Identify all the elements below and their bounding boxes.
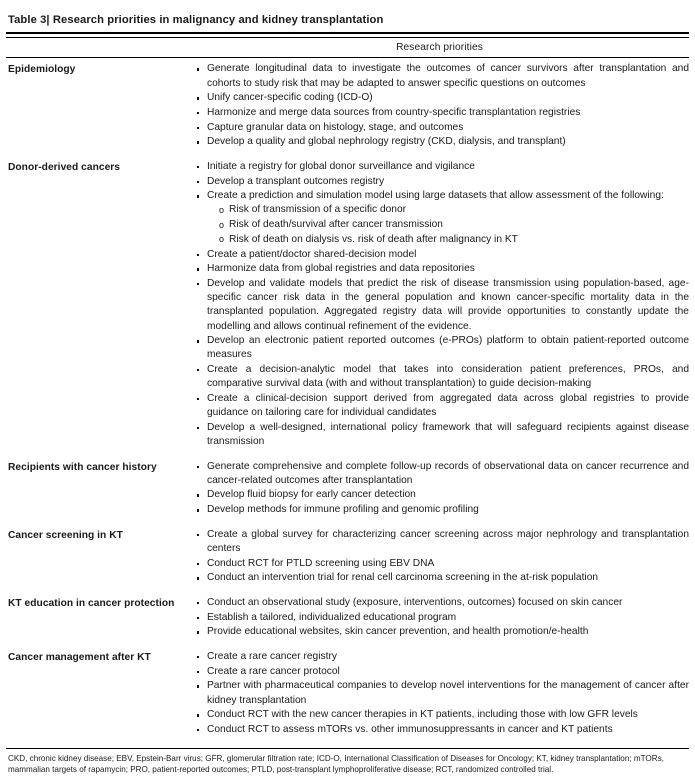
list-item <box>196 363 689 391</box>
table-row <box>6 650 689 748</box>
list-item <box>196 121 689 135</box>
list-item-text: Create a patient/doctor shared-decision model <box>207 248 417 260</box>
list-item <box>196 528 689 556</box>
list-item <box>196 175 689 189</box>
list-item-text: Initiate a registry for global donor surveillance and vigilance <box>207 160 475 172</box>
list-item <box>196 625 689 639</box>
list-item <box>196 596 689 610</box>
section-label-recipients-with-cancer-history: Recipients with cancer history <box>8 461 157 473</box>
list-item-text: Harmonize data from global registries and data repositories <box>207 263 475 275</box>
section-items-cancer-screening-in-kt <box>196 528 689 586</box>
list-item <box>196 135 689 149</box>
section-items-recipients-with-cancer-history <box>196 460 689 518</box>
list-item <box>196 421 689 449</box>
table-row <box>6 528 689 596</box>
table-column-header-row <box>6 38 689 57</box>
list-item-text: Generate longitudinal data to investigate the outcomes of cancer survivors after transplantation and cohorts to study risk that may be adapted to answer specific questions on outcomes <box>207 63 689 89</box>
section-items-donor-derived-cancers <box>196 160 689 450</box>
list-item <box>196 277 689 334</box>
list-item <box>196 611 689 625</box>
section-items-epidemiology <box>196 62 689 150</box>
list-item <box>196 160 689 174</box>
list-item-text: Create a decision-analytic model that takes into consideration patient preferences, PROs, and comparative survival data (with and without transplantation) to guide decision-making <box>207 364 689 390</box>
list-item-text: Develop and validate models that predict the risk of disease transmission using population-based, age-specific cancer risk data in the general population and known cancer-specific mortality data in the transplanted population. Aggregated registry data will provide opportunities to constantly update the modelling and allows continual refinement of the evidence. <box>207 278 689 332</box>
list-item-text: Generate comprehensive and complete follow-up records of observational data on cancer recurrence and cancer-related outcomes after transplantation <box>207 460 689 486</box>
list-item-text: Conduct an intervention trial for renal cell carcinoma screening in the at-risk population <box>207 572 599 584</box>
list-item-text: Create a rare cancer registry <box>207 651 337 663</box>
list-item-text: Develop fluid biopsy for early cancer detection <box>207 489 416 501</box>
list-item-text: Unify cancer-specific coding (ICD-O) <box>207 92 373 104</box>
list-item <box>196 665 689 679</box>
list-item-text: Conduct RCT for PTLD screening using EBV DNA <box>207 557 435 569</box>
table-title-text: Research priorities in malignancy and kidney transplantation <box>52 14 384 26</box>
list-item-text: Create a prediction and simulation model using large datasets that allow assessment of the following: <box>207 190 664 202</box>
section-label-cancer-management-after-kt: Cancer management after KT <box>8 652 151 664</box>
column-header-research-priorities: Research priorities <box>396 42 483 54</box>
list-item <box>196 91 689 105</box>
sub-list <box>207 203 689 247</box>
list-item <box>196 503 689 517</box>
list-item-text: Create a global survey for characterizing cancer screening across major nephrology and transplantation centers <box>207 528 689 554</box>
table-title <box>6 0 689 32</box>
list-item-text: Develop a transplant outcomes registry <box>207 175 385 187</box>
list-item <box>196 189 689 247</box>
list-item-text: Develop a well-designed, international policy framework that will safeguard recipients against disease transmission <box>207 421 689 447</box>
list-item-text: Capture granular data on histology, stage, and outcomes <box>207 121 464 133</box>
section-items-cancer-management-after-kt <box>196 650 689 738</box>
list-item-text: Conduct RCT to assess mTORs vs. other immunosuppressants in cancer and KT patients <box>207 723 613 735</box>
list-item-text: Develop methods for immune profiling and genomic profiling <box>207 504 479 516</box>
section-label-epidemiology: Epidemiology <box>8 64 76 76</box>
section-items-kt-education-in-cancer-protection <box>196 596 689 640</box>
table-body <box>6 58 689 747</box>
list-item-text: Establish a tailored, individualized educational program <box>207 611 457 623</box>
sub-list-item: o Risk of death/survival after cancer transmission <box>219 218 689 233</box>
table-footnote: CKD, chronic kidney disease; EBV, Epstein-Barr virus; GFR, glomerular filtration rate; ICD-O, International Classification of Diseases for Oncology; KT, kidney transplantation; mTORs, mammalian targets of rapamycin; PRO, patient-reported outcomes; PTLD, post-transplant lymphoproliferative disease; RCT, randomized controlled trial. <box>8 753 664 775</box>
sub-list-item: o Risk of transmission of a specific donor <box>219 203 689 218</box>
list-item-text: Conduct an observational study (exposure, interventions, outcomes) focused on skin cancer <box>207 597 623 608</box>
table-row <box>6 460 689 528</box>
list-item-text: Harmonize and merge data sources from country-specific transplantation registries <box>207 106 581 118</box>
list-item <box>196 262 689 276</box>
table-title-separator: | <box>46 14 50 26</box>
list-item <box>196 488 689 502</box>
list-item <box>196 650 689 664</box>
list-item <box>196 571 689 585</box>
list-item <box>196 557 689 571</box>
list-item <box>196 460 689 488</box>
list-item-text: Conduct RCT with the new cancer therapies in KT patients, including those with low GFR levels <box>207 709 638 721</box>
list-item-text: Create a clinical-decision support derived from aggregated data across global registries to provide guidance on tailoring care for individual candidates <box>207 392 689 419</box>
list-item <box>196 723 689 737</box>
list-item-text: Develop a quality and global nephrology registry (CKD, dialysis, and transplant) <box>207 136 566 148</box>
list-item <box>196 106 689 120</box>
list-item-text: Partner with pharmaceutical companies to develop novel interventions for the management of cancer after kidney transplantation <box>207 680 689 706</box>
list-item <box>196 248 689 262</box>
table-row <box>6 596 689 650</box>
list-item <box>196 679 689 707</box>
section-label-cancer-screening-in-kt: Cancer screening in KT <box>8 529 123 541</box>
list-item-text: Develop an electronic patient reported outcomes (e-PROs) platform to obtain patient-reported outcome measures <box>207 335 689 361</box>
list-item <box>196 708 689 722</box>
list-item <box>196 62 689 90</box>
list-item-text: Create a rare cancer protocol <box>207 665 340 677</box>
section-label-kt-education-in-cancer-protection: KT education in cancer protection <box>8 598 175 609</box>
list-item-text: Provide educational websites, skin cancer prevention, and health promotion/e-health <box>207 626 589 638</box>
table-row <box>6 62 689 160</box>
section-label-donor-derived-cancers: Donor-derived cancers <box>8 161 121 173</box>
list-item <box>196 334 689 362</box>
list-item <box>196 392 689 420</box>
table-number: Table 3 <box>8 14 47 26</box>
table-row <box>6 160 689 460</box>
sub-list-item: o Risk of death on dialysis vs. risk of death after malignancy in KT <box>219 233 689 248</box>
